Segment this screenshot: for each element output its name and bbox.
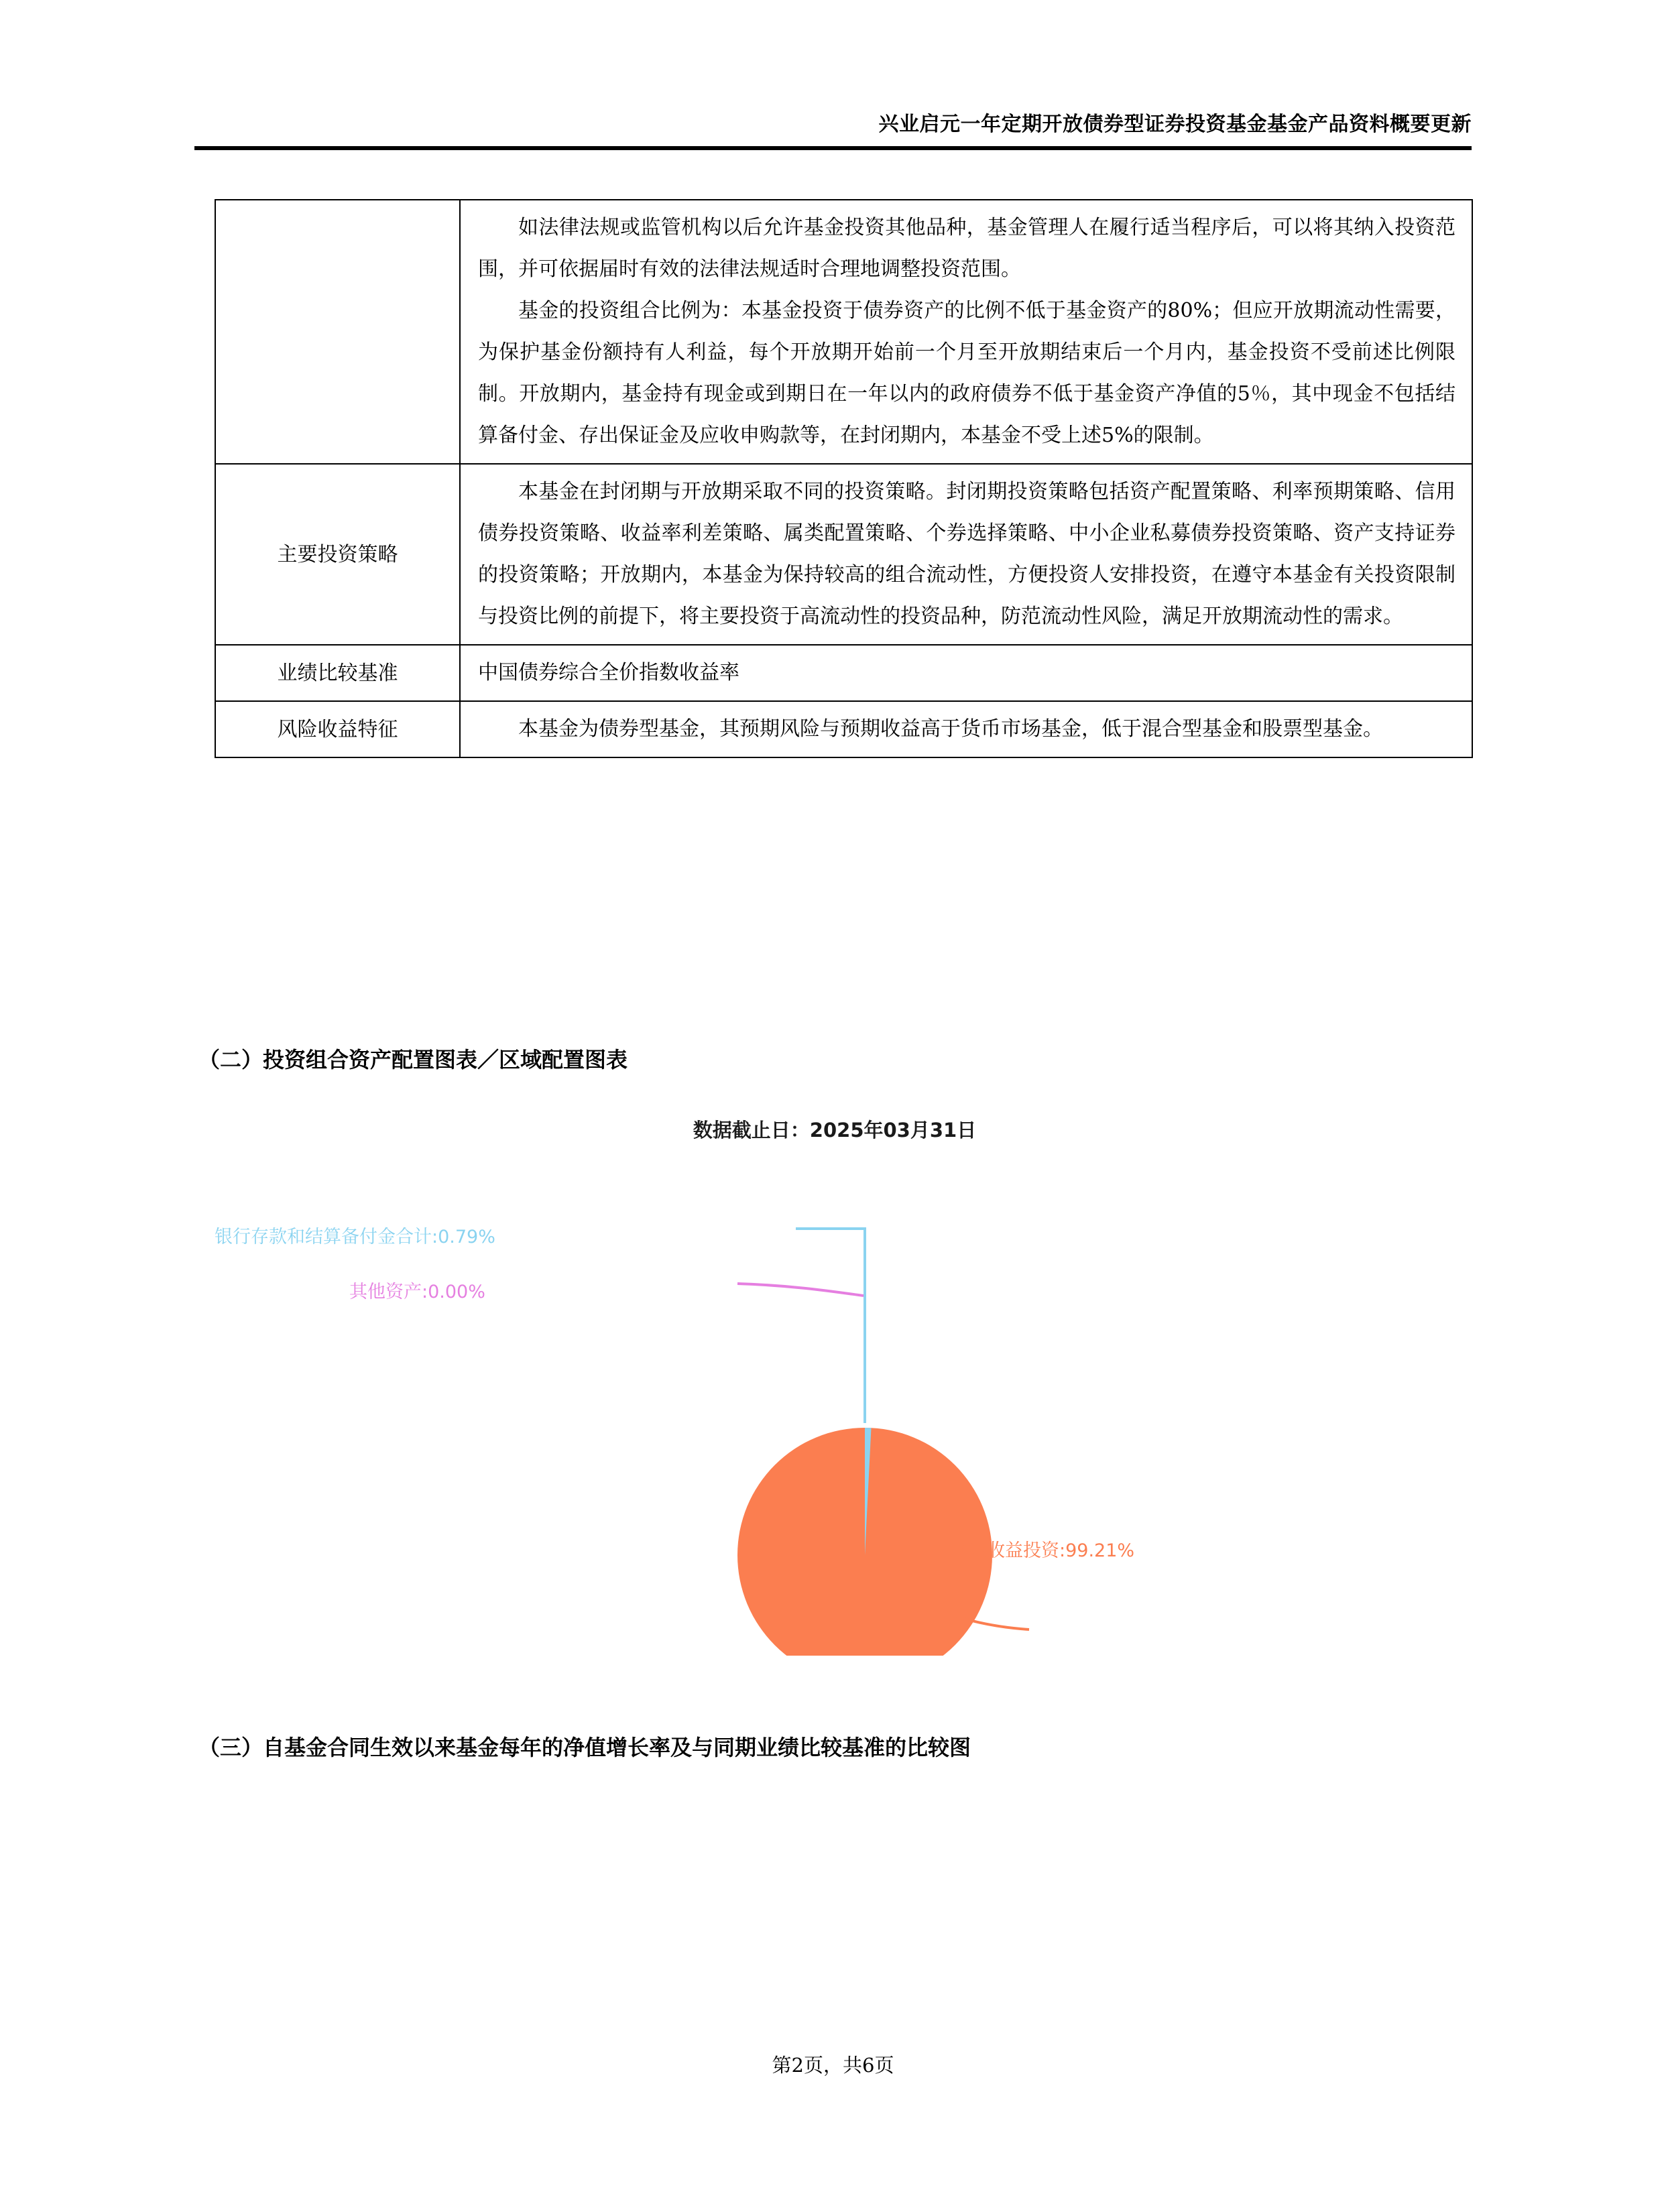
table-row: [215, 200, 1472, 464]
paragraph: 中国债券综合全价指数收益率: [478, 661, 739, 684]
table-row-body-cell: [460, 645, 1472, 701]
paragraph: 基金的投资组合比例为：本基金投资于债券资产的比例不低于基金资产的80%；但应开放期流动性需要，为保护基金份额持有人利益，每个开放期开始前一个月至开放期结束后一个月内，基金投资不受前述比例限制。开放期内，基金持有现金或到期日在一年以内的政府债券不低于基金资产净值的5％，其中现金不包括结算备付金、存出保证金及应收申购款等，在封闭期内，本基金不受上述5%的限制。: [478, 299, 1455, 447]
table-row-label-cell: [215, 200, 460, 464]
paragraph: 本基金为债券型基金，其预期风险与预期收益高于货币市场基金，低于混合型基金和股票型基金。: [518, 717, 1383, 741]
table-row: [215, 464, 1472, 645]
table-row: [215, 701, 1472, 757]
row-body: [461, 646, 1472, 700]
table-row-label-cell: [215, 701, 460, 757]
row-label: 主要投资策略: [277, 542, 398, 566]
row-body: [461, 200, 1472, 463]
leader-line-other-assets: [737, 1284, 864, 1296]
page-header: [194, 113, 1472, 150]
leader-line-bank-deposits: [796, 1229, 865, 1423]
pie-label-bank-deposits: 银行存款和结算备付金合计:0.79%: [215, 1227, 495, 1247]
row-label: [216, 322, 459, 341]
table-row-body-cell: [460, 701, 1472, 757]
table-row-body-cell: [460, 464, 1472, 645]
header-divider: [194, 146, 1472, 150]
chart-title: 数据截止日：2025年03月31日: [693, 1119, 977, 1142]
table-row-label-cell: [215, 645, 460, 701]
row-body: [461, 702, 1472, 757]
header-title: 兴业启元一年定期开放债券型证券投资基金基金产品资料概要更新: [878, 113, 1472, 136]
section-heading-three: （三）自基金合同生效以来基金每年的净值增长率及与同期业绩比较基准的比较图: [198, 1735, 971, 1760]
fund-info-table: [215, 199, 1473, 758]
table-row: [215, 645, 1472, 701]
page-footer: 第2页，共6页: [772, 2054, 894, 2077]
paragraph: 如法律法规或监管机构以后允许基金投资其他品种，基金管理人在履行适当程序后，可以将其纳入投资范围，并可依据届时有效的法律法规适时合理地调整投资范围。: [478, 216, 1455, 281]
table-row-label-cell: [215, 464, 460, 645]
table-row-body-cell: [460, 200, 1472, 464]
pie-label-other-assets: 其他资产:0.00%: [349, 1282, 485, 1302]
paragraph: 本基金在封闭期与开放期采取不同的投资策略。封闭期投资策略包括资产配置策略、利率预期策略、信用债券投资策略、收益率利差策略、属类配置策略、个券选择策略、中小企业私募债券投资策略、资产支持证券的投资策略；开放期内，本基金为保持较高的组合流动性，方便投资人安排投资，在遵守本基金有关投资限制与投资比例的前提下，将主要投资于高流动性的投资品种，防范流动性风险，满足开放期流动性的需求。: [478, 480, 1455, 628]
pie-label-fixed-income: 固定收益投资:99.21%: [951, 1540, 1135, 1561]
section-heading-two: （二）投资组合资产配置图表／区域配置图表: [198, 1047, 628, 1072]
row-body: [461, 465, 1472, 644]
row-label: 风险收益特征: [277, 717, 398, 741]
row-label: 业绩比较基准: [277, 661, 398, 685]
